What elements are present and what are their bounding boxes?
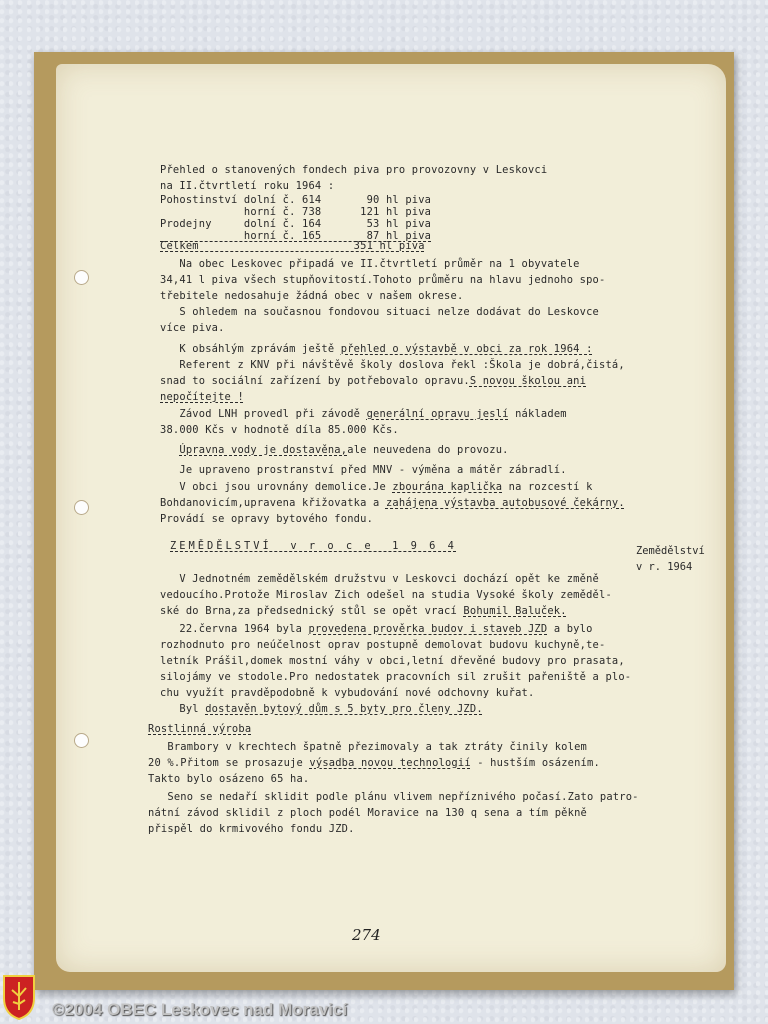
knv-line: snad to sociální zařízení by potřebovalo opravu.S novou školou ani	[160, 375, 587, 387]
punch-hole	[74, 733, 89, 748]
copyright-text: ©2004 OBEC Leskovec nad Moravicí	[52, 1000, 348, 1019]
paragraph-line: Takto bylo osázeno 65 ha.	[148, 773, 310, 785]
paragraph-line: nátní závod sklidil z ploch podél Moravice na 130 q sena a tím pěkně	[148, 807, 587, 819]
lnh-line: Závod LNH provedl při závodě generální opravu jeslí nákladem	[160, 408, 567, 420]
paragraph-line: přispěl do krmivového fondu JZD.	[148, 823, 355, 835]
paragraph-line: Seno se nedaří sklidit podle plánu vlivem nepříznivého počasí.Zato patro-	[148, 791, 639, 803]
paragraph-line: Byl dostavěn bytový dům s 5 byty pro členy JZD.	[160, 703, 483, 715]
construction-intro: K obsáhlým zprávám ještě přehled o výstavbě v obci za rok 1964 :	[160, 343, 593, 355]
paragraph-line: ské do Brna,za předsednický stůl se opět vrací Bohumil Baluček.	[160, 605, 567, 617]
table-row: horní č. 165 87 hl piva	[160, 230, 432, 242]
paragraph-line: silojámy ve stodole.Pro nedostatek pracovních sil zrušit pařeniště a plo-	[160, 671, 632, 683]
table-row: Pohostinství dolní č. 614 90 hl piva	[160, 194, 432, 206]
paragraph-line: chu využít pravděpodobně k vybudování nové odchovny kuřat.	[160, 687, 535, 699]
demolice-line: V obci jsou urovnány demolice.Je zbourána kaplička na rozcestí k	[160, 481, 593, 493]
subheading: Rostlinná výroba	[148, 723, 252, 735]
footer	[0, 996, 768, 1024]
paragraph-line: rozhodnuto pro neúčelnost oprav postupně demolovat budovu kuchyně,te-	[160, 639, 606, 651]
punch-hole	[74, 500, 89, 515]
mnv-line: Je upraveno prostranství před MNV - výměna a mátěr zábradlí.	[160, 464, 567, 476]
demolice-line: Bohdanovicím,upravena křižovatka a zahájena výstavba autobusové čekárny.	[160, 497, 625, 509]
punch-hole	[74, 270, 89, 285]
paragraph-line: 34,41 l piva všech stupňovitostí.Tohoto průměru na hlavu jednoho spo-	[160, 274, 606, 286]
side-note: Zemědělství	[636, 545, 705, 557]
lnh-line: 38.000 Kčs v hodnotě díla 85.000 Kčs.	[160, 424, 399, 436]
paragraph-line: Na obec Leskovec připadá ve II.čtvrtletí průměr na 1 obyvatele	[160, 258, 580, 270]
paragraph-line: vedoucího.Protože Miroslav Zich odešel na studia Vysoké školy zeměděl-	[160, 589, 612, 601]
knv-line: Referent z KNV při návštěvě školy doslova řekl :Škola je dobrá,čistá,	[160, 359, 625, 371]
side-note: v r. 1964	[636, 561, 693, 573]
table-row: horní č. 738 121 hl piva	[160, 206, 432, 218]
paragraph-line: Brambory v krechtech špatně přezimovaly a tak ztráty činily kolem	[148, 741, 587, 753]
paragraph-line: V Jednotném zemědělském družstvu v Leskovci dochází opět ke změně	[160, 573, 599, 585]
table-row: Prodejny dolní č. 164 53 hl piva	[160, 218, 432, 230]
page-number: 274	[352, 926, 381, 944]
total-row: Celkem 351 hl piva	[160, 240, 425, 252]
water-line: Úpravna vody je dostavěna,ale neuvedena do provozu.	[179, 444, 509, 456]
section-heading: ZEMĚDĚLSTVÍ v r o c e 1 9 6 4	[170, 540, 457, 552]
paragraph-line: letník Prášil,domek mostní váhy v obci,letní dřevěné budovy pro prasata,	[160, 655, 625, 667]
paragraph-line: 22.června 1964 byla provedena prověrka budov i staveb JZD a bylo	[160, 623, 593, 635]
doc-title-line1: Přehled o stanovených fondech piva pro provozovny v Leskovci	[160, 164, 548, 176]
paragraph-line: 20 %.Přitom se prosazuje výsadba novou technologií - hustším osázením.	[148, 757, 600, 769]
doc-title-line2: na II.čtvrtletí roku 1964 :	[160, 180, 335, 192]
demolice-line: Provádí se opravy bytového fondu.	[160, 513, 374, 525]
paragraph-line: více piva.	[160, 322, 225, 334]
coat-of-arms-icon	[2, 974, 36, 1020]
paragraph-line: S ohledem na současnou fondovou situaci nelze dodávat do Leskovce	[160, 306, 599, 318]
paragraph-line: třebitele nedosahuje žádná obec v našem okrese.	[160, 290, 464, 302]
knv-line: nepočítejte !	[160, 391, 244, 403]
